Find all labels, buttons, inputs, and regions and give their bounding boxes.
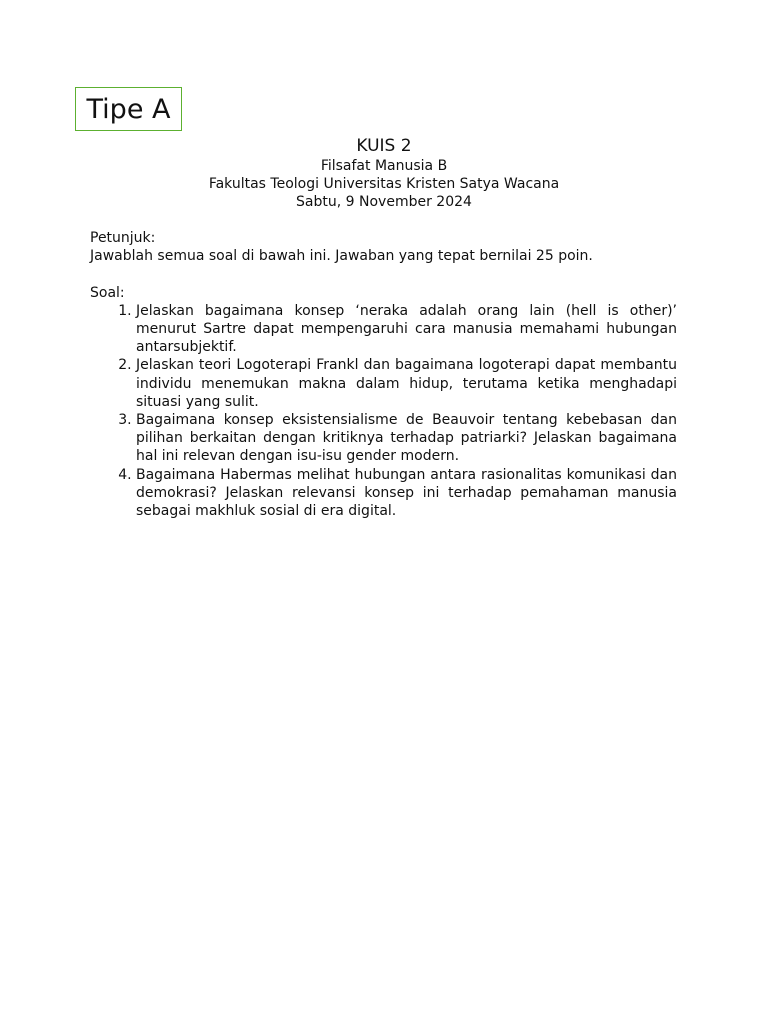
question-item: 2. Jelaskan teori Logoterapi Frankl dan bagaimana logoterapi dapat membantu individu menemukan makna dalam hidup, terutama ketika menghadapi situasi yang sulit.: [136, 356, 677, 411]
quiz-type-badge: Tipe A: [75, 87, 182, 131]
quiz-title: KUIS 2: [356, 136, 412, 156]
quiz-date: Sabtu, 9 November 2024: [296, 194, 472, 210]
instructions-text: Jawablah semua soal di bawah ini. Jawaban yang tepat bernilai 25 poin.: [90, 248, 593, 265]
faculty-name: Fakultas Teologi Universitas Kristen Satya Wacana: [208, 176, 560, 192]
question-item: 1. Jelaskan bagaimana konsep ‘neraka adalah orang lain (hell is other)’ menurut Sartre dapat mempengaruhi cara manusia memahami hubungan antarsubjektif.: [136, 302, 677, 357]
question-item: 4. Bagaimana Habermas melihat hubungan antara rasionalitas komunikasi dan demokrasi? Jelaskan relevansi konsep ini terhadap pemahaman manusia sebagai makhluk sosial di era digital.: [136, 466, 677, 521]
question-item: 3. Bagaimana konsep eksistensialisme de Beauvoir tentang kebebasan dan pilihan berkaitan dengan kritiknya terhadap patriarki? Jelaskan bagaimana hal ini relevan dengan isu-isu gender modern.: [136, 411, 677, 466]
questions-heading: Soal:: [90, 284, 125, 301]
questions-list: [90, 302, 677, 520]
document-body: [90, 229, 677, 520]
instructions-heading: Petunjuk:: [90, 230, 156, 246]
document-header: [90, 135, 678, 211]
course-name: Filsafat Manusia B: [320, 158, 448, 174]
spacer: [90, 265, 677, 283]
